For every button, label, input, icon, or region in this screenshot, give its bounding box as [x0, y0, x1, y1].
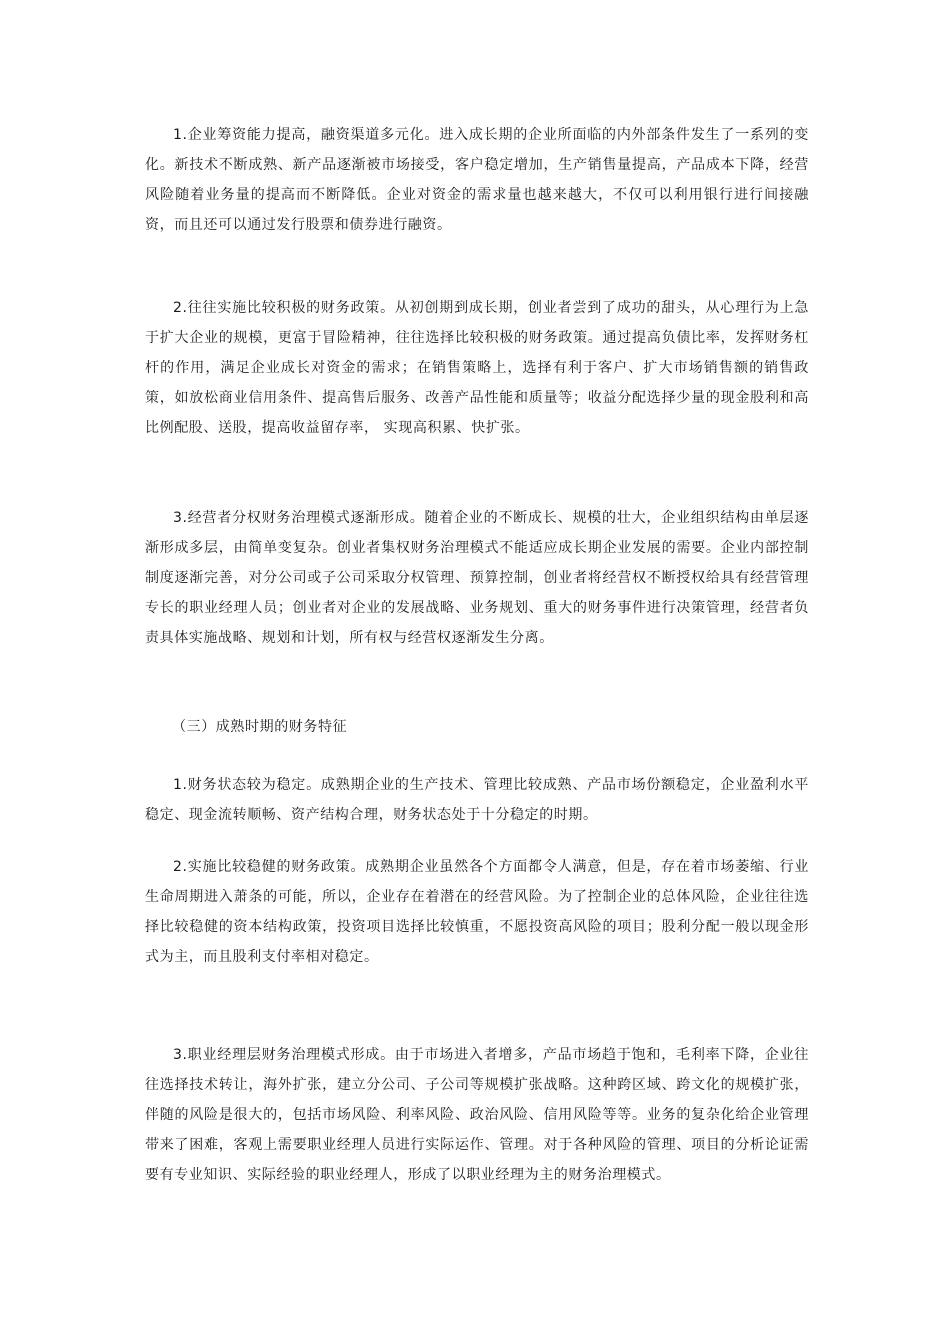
paragraph-growth-financing: 1.企业筹资能力提高，融资渠道多元化。进入成长期的企业所面临的内外部条件发生了一系列的变化。新技术不断成熟、新产品逐渐被市场接受，客户稳定增加，生产销售量提高，产品成本下降，经营风险随着业务量的提高而不断降低。企业对资金的需求量也越来越大，不仅可以利用银行进行间接融资，而且还可以通过发行股票和债券进行融资。	[145, 127, 809, 233]
paragraph-growth-financial-policy: 2.往往实施比较积极的财务政策。从初创期到成长期，创业者尝到了成功的甜头，从心理行为上急于扩大企业的规模，更富于冒险精神，往往选择比较积极的财务政策。通过提高负债比率，发挥财务杠杆的作用，满足企业成长对资金的需求；在销售策略上，选择有利于客户、扩大市场销售额的销售政策，如放松商业信用条件、提高售后服务、改善产品性能和质量等；收益分配选择少量的现金股利和高比例配股、送股，提高收益留存率， 实现高积累、快扩张。	[145, 300, 809, 436]
paragraph-maturity-policy: 2.实施比较稳健的财务政策。成熟期企业虽然各个方面都令人满意，但是，存在着市场萎缩、行业生命周期进入萧条的可能，所以，企业存在着潜在的经营风险。为了控制企业的总体风险，企业往往选择比较稳健的资本结构政策，投资项目选择比较慎重，不愿投资高风险的项目；股利分配一般以现金形式为主，而且股利支付率相对稳定。	[145, 859, 809, 965]
paragraph-maturity-governance: 3.职业经理层财务治理模式形成。由于市场进入者增多，产品市场趋于饱和，毛利率下降，企业往往选择技术转让，海外扩张，建立分公司、子公司等规模扩张战略。这种跨区域、跨文化的规模扩张，伴随的风险是很大的，包括市场风险、利率风险、政治风险、信用风险等等。业务的复杂化给企业管理带来了困难，客观上需要职业经理人员进行实际运作、管理。对于各种风险的管理、项目的分析论证需要有专业知识、实际经验的职业经理人，形成了以职业经理为主的财务治理模式。	[145, 1047, 809, 1183]
section-heading-maturity: （三）成熟时期的财务特征	[172, 719, 348, 735]
paragraph-growth-governance: 3.经营者分权财务治理模式逐渐形成。随着企业的不断成长、规模的壮大，企业组织结构由单层逐渐形成多层，由简单变复杂。创业者集权财务治理模式不能适应成长期企业发展的需要。企业内部控制制度逐渐完善，对分公司或子公司采取分权管理、预算控制，创业者将经营权不断授权给具有经营管理专长的职业经理人员；创业者对企业的发展战略、业务规划、重大的财务事件进行决策管理，经营者负责具体实施战略、规划和计划，所有权与经营权逐渐发生分离。	[145, 510, 809, 646]
paragraph-maturity-stability: 1.财务状态较为稳定。成熟期企业的生产技术、管理比较成熟、产品市场份额稳定，企业盈利水平稳定、现金流转顺畅、资产结构合理，财务状态处于十分稳定的时期。	[145, 777, 809, 823]
